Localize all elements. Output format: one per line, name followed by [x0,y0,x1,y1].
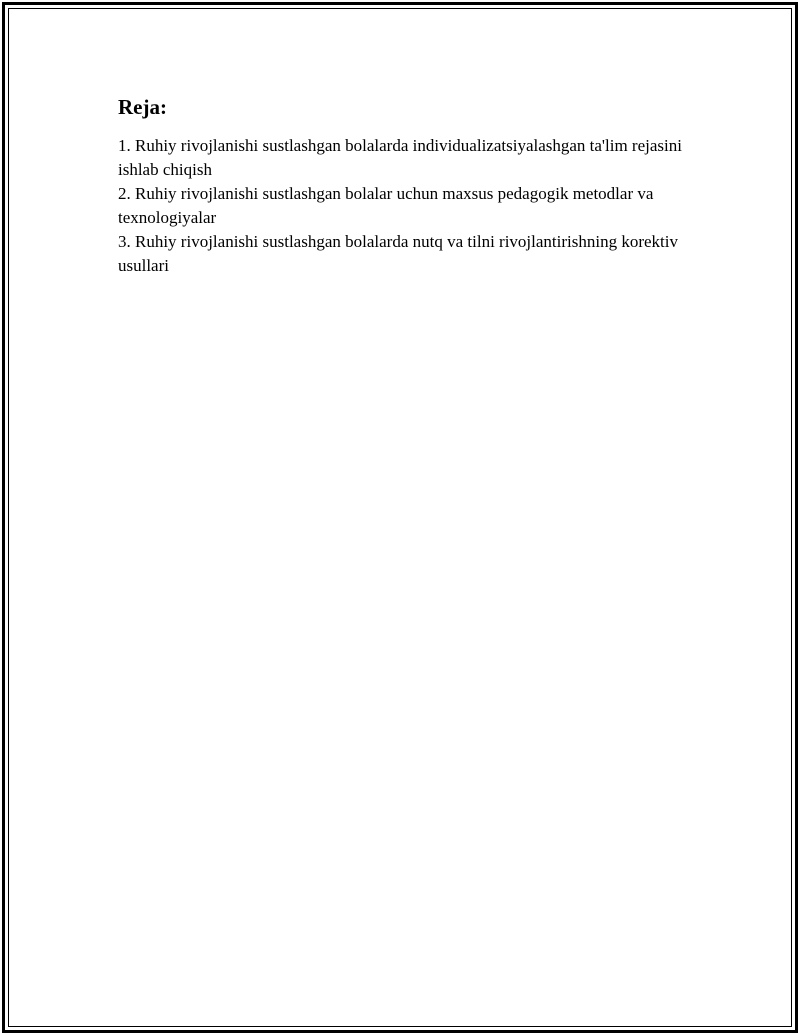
plan-list [118,134,698,278]
plan-item-1: 1. Ruhiy rivojlanishi sustlashgan bolalarda individualizatsiyalashgan ta'lim rejasini ishlab chiqish [118,136,682,179]
plan-item-3: 3. Ruhiy rivojlanishi sustlashgan bolalarda nutq va tilni rivojlantirishning korektiv usullari [118,232,678,275]
plan-item-2: 2. Ruhiy rivojlanishi sustlashgan bolalar uchun maxsus pedagogik metodlar va texnologiyalar [118,184,654,227]
document-content [118,94,698,278]
plan-heading: Reja: [118,95,167,119]
